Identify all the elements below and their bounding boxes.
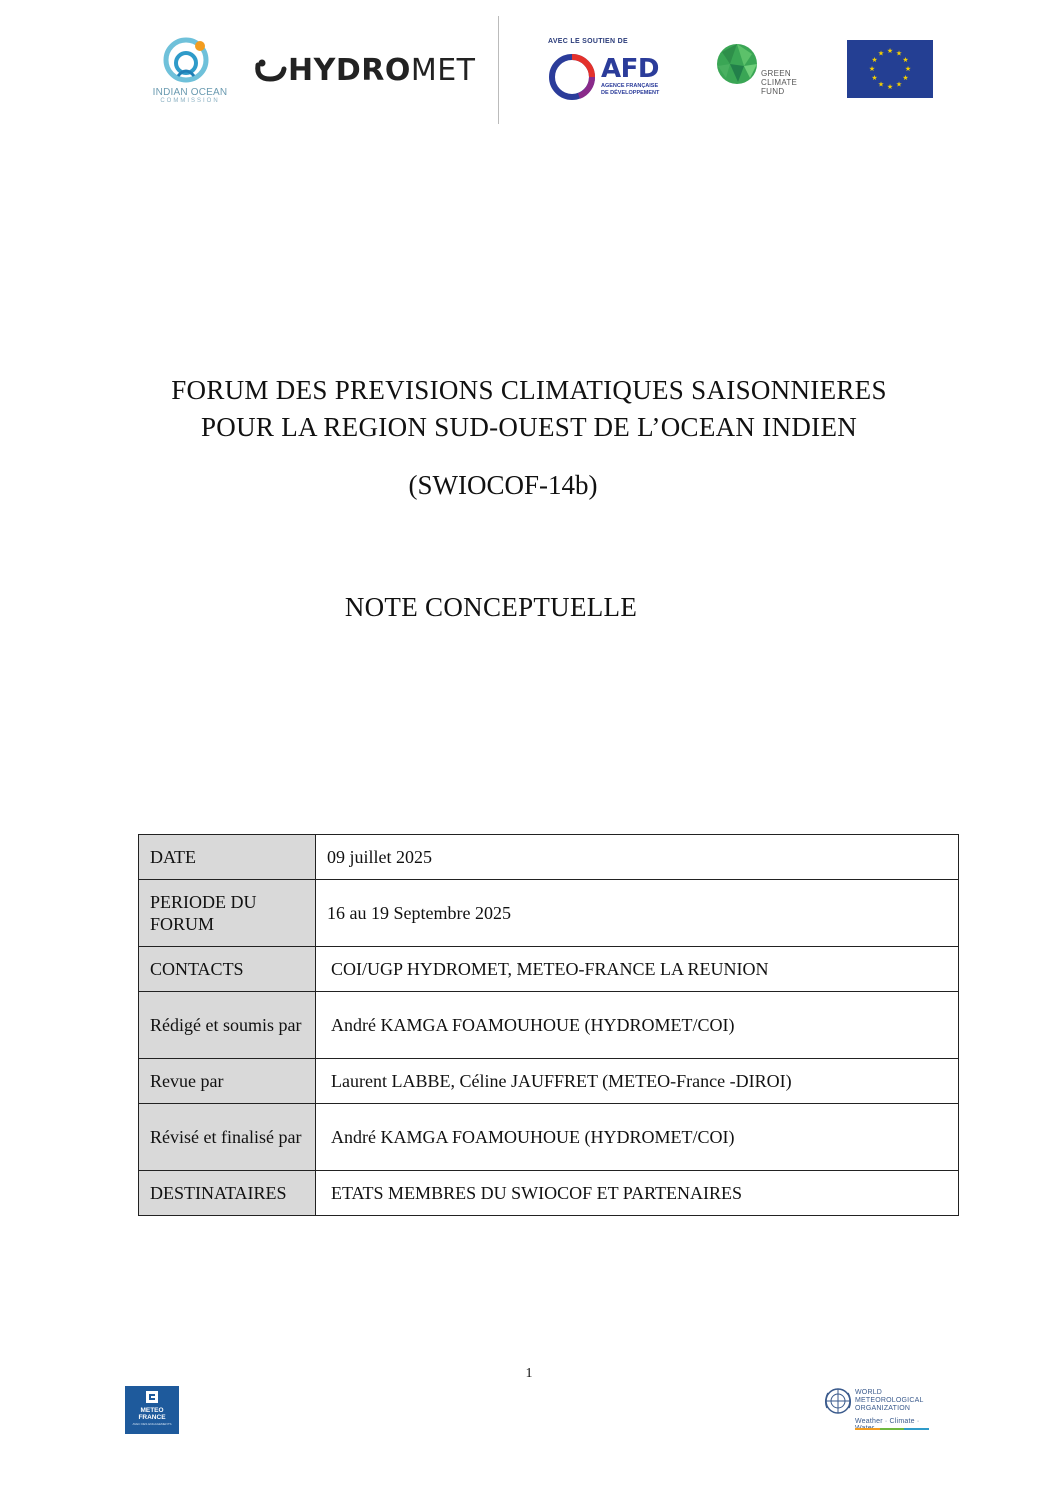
gcf-line3: FUND [761,87,785,96]
svg-text:★: ★ [902,74,909,82]
table-row [139,992,959,1059]
title-line-1: FORUM DES PREVISIONS CLIMATIQUES SAISONNIERES [171,375,887,405]
meteofrance-logo [125,1386,179,1434]
wmo-logo [822,1384,934,1432]
afd-sub-line1: AGENCE FRANÇAISE [601,83,659,89]
wmo-bar-climate [880,1428,905,1430]
eu-stars-icon [847,40,933,98]
table-row [139,947,959,992]
svg-text:★: ★ [886,83,894,91]
gcf-globe-icon [716,42,760,86]
svg-text:★: ★ [877,80,885,89]
wmo-line1: WORLD [855,1389,883,1396]
meteofrance-emblem-icon [125,1386,179,1406]
wmo-bar-weather [855,1428,880,1430]
afd-subtitle [601,83,659,96]
svg-text:★: ★ [877,49,885,58]
meteofrance-line1: METEO [140,1407,164,1414]
svg-text:★: ★ [868,65,876,73]
row-label: Rédigé et soumis par [139,992,316,1059]
afd-logo [545,38,665,104]
table-row [139,1171,959,1216]
coi-emblem-icon [145,36,235,88]
row-label: Révisé et finalisé par [139,1104,316,1171]
row-label: DATE [139,835,316,880]
svg-text:★: ★ [902,56,909,64]
wmo-name [855,1389,924,1413]
wmo-bar-water [904,1428,929,1430]
wmo-line2: METEOROLOGICAL [855,1397,924,1404]
gcf-line1: GREEN [761,69,791,78]
row-value: André KAMGA FOAMOUHOUE (HYDROMET/COI) [316,992,959,1059]
row-label: Revue par [139,1059,316,1104]
document-title [0,372,1058,446]
document-type: NOTE CONCEPTUELLE [344,592,638,622]
wmo-line3: ORGANIZATION [855,1405,911,1412]
svg-text:★: ★ [871,74,878,82]
meteofrance-wordmark [125,1407,179,1421]
forum-code: (SWIOCOF-14b) [408,470,598,500]
wmo-emblem-icon [822,1384,854,1418]
table-row [139,835,959,880]
eu-flag-logo [847,40,933,98]
header-logos [0,0,1058,130]
hydromet-wave-icon [252,55,288,85]
coi-name: INDIAN OCEAN [152,87,228,98]
row-label: DESTINATAIRES [139,1171,316,1216]
gcf-logo [716,42,806,98]
gcf-text [761,69,797,96]
afd-support-text: AVEC LE SOUTIEN DE [548,38,628,45]
svg-text:★: ★ [895,49,903,58]
row-value: 16 au 19 Septembre 2025 [316,880,959,947]
gcf-line2: CLIMATE [761,78,798,87]
row-value: 09 juillet 2025 [316,835,959,880]
afd-wordmark: AFD [601,54,659,84]
svg-text:★: ★ [886,47,894,55]
row-value: Laurent LABBE, Céline JAUFFRET (METEO-France -DIROI) [316,1059,959,1104]
wmo-color-bars [855,1428,929,1430]
table-row [139,880,959,947]
afd-sub-line2: DE DÉVELOPPEMENT [601,89,660,96]
hydromet-light: MET [410,52,476,88]
title-line-2: POUR LA REGION SUD-OUEST DE L’OCEAN INDIEN [200,412,858,442]
table-row [139,1059,959,1104]
meteofrance-sub: AVEC DES ENGAGEMENTS [132,1422,172,1426]
svg-text:★: ★ [904,65,912,73]
header-divider [498,16,499,124]
row-value: COI/UGP HYDROMET, METEO-FRANCE LA REUNION [316,947,959,992]
coi-sub: COMMISSION [160,98,220,104]
table-row [139,1104,959,1171]
page-number: 1 [525,1366,533,1381]
hydromet-bold: HYDRO [288,52,411,88]
meteofrance-line2: FRANCE [138,1414,166,1421]
row-label: CONTACTS [139,947,316,992]
document-info-table [138,834,959,1216]
coi-logo [145,36,235,108]
row-label: PERIODE DU FORUM [139,880,316,947]
wmo-tagline: Weather · Climate · [855,1418,920,1425]
row-value: ETATS MEMBRES DU SWIOCOF ET PARTENAIRES [316,1171,959,1216]
svg-text:★: ★ [895,80,903,89]
hydromet-wordmark [288,53,476,88]
hydromet-logo [252,52,476,88]
svg-text:★: ★ [871,56,878,64]
row-value: André KAMGA FOAMOUHOUE (HYDROMET/COI) [316,1104,959,1171]
afd-ring-icon [547,52,597,102]
